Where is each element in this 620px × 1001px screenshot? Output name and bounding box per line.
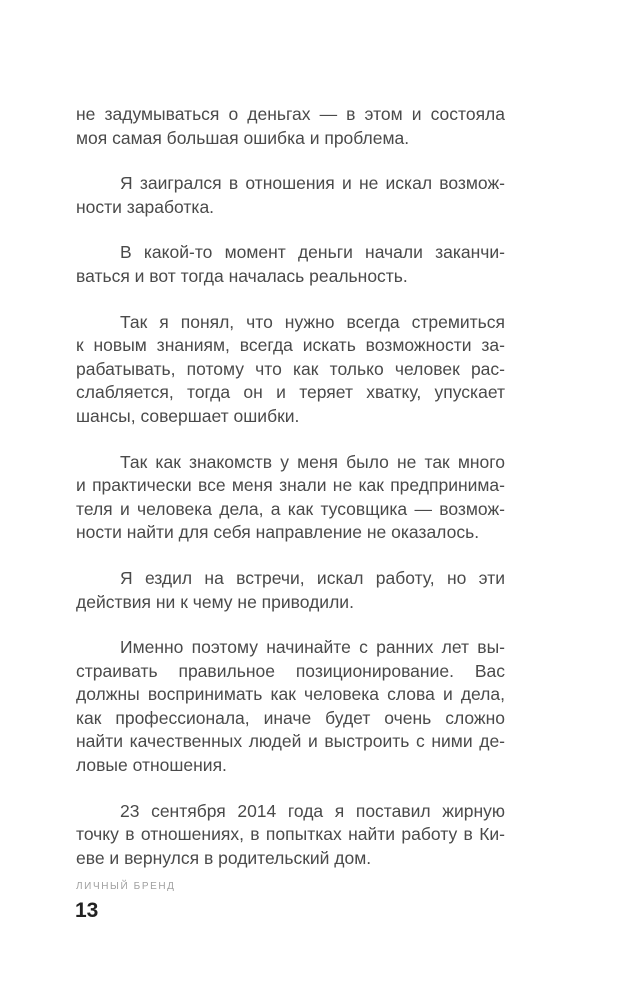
text-line: к новым знаниям, всегда искать возможности за- bbox=[76, 335, 505, 356]
body-text bbox=[76, 103, 505, 892]
paragraph bbox=[76, 103, 505, 150]
text-line: Именно поэтому начинайте с ранних лет вы- bbox=[120, 637, 505, 658]
text-line: как профессионала, иначе будет очень сложно bbox=[76, 707, 505, 728]
text-line: слабляется, тогда он и теряет хватку, упускает bbox=[76, 382, 505, 403]
text-line: Так как знакомств у меня было не так много bbox=[120, 451, 505, 472]
text-line: рабатывать, потому что как только человек рас- bbox=[76, 358, 505, 379]
text-line: теля и человека дела, а как тусовщика — возмож- bbox=[76, 498, 505, 519]
text-line: шансы, совершает ошибки. bbox=[76, 405, 300, 426]
paragraph bbox=[76, 567, 505, 614]
text-line: Я ездил на встречи, искал работу, но эти bbox=[120, 567, 505, 588]
text-line: Я заигрался в отношения и не искал возмож- bbox=[120, 173, 505, 194]
text-line: ваться и вот тогда началась реальность. bbox=[76, 265, 408, 286]
paragraph bbox=[76, 172, 505, 219]
text-line: еве и вернулся в родительский дом. bbox=[76, 847, 372, 868]
running-title: ЛИЧНЫЙ БРЕНД bbox=[76, 881, 176, 892]
text-line: 23 сентября 2014 года я поставил жирную bbox=[120, 800, 505, 821]
text-line: найти качественных людей и выстроить с ними де- bbox=[76, 731, 505, 752]
text-line: страивать правильное позиционирование. Вас bbox=[76, 660, 505, 681]
text-line: В какой-то момент деньги начали заканчи- bbox=[120, 242, 505, 263]
text-line: Так я понял, что нужно всегда стремиться bbox=[120, 311, 505, 332]
paragraph bbox=[76, 636, 505, 778]
page-number: 13 bbox=[75, 899, 99, 922]
text-line: и практически все меня знали не как предпринима- bbox=[76, 475, 505, 496]
paragraph bbox=[76, 241, 505, 288]
paragraph bbox=[76, 311, 505, 429]
text-line: точку в отношениях, в попытках найти работу в Ки- bbox=[76, 824, 505, 845]
text-line: ловые отношения. bbox=[76, 755, 227, 776]
text-line: моя самая большая ошибка и проблема. bbox=[76, 127, 410, 148]
text-line: ности заработка. bbox=[76, 196, 215, 217]
text-line: ности найти для себя направление не оказалось. bbox=[76, 522, 480, 543]
text-line: должны воспринимать как человека слова и дела, bbox=[76, 684, 505, 705]
text-line: действия ни к чему не приводили. bbox=[76, 591, 354, 612]
paragraph bbox=[76, 451, 505, 545]
paragraph bbox=[76, 800, 505, 871]
text-line: не задумываться о деньгах — в этом и состояла bbox=[76, 104, 505, 124]
